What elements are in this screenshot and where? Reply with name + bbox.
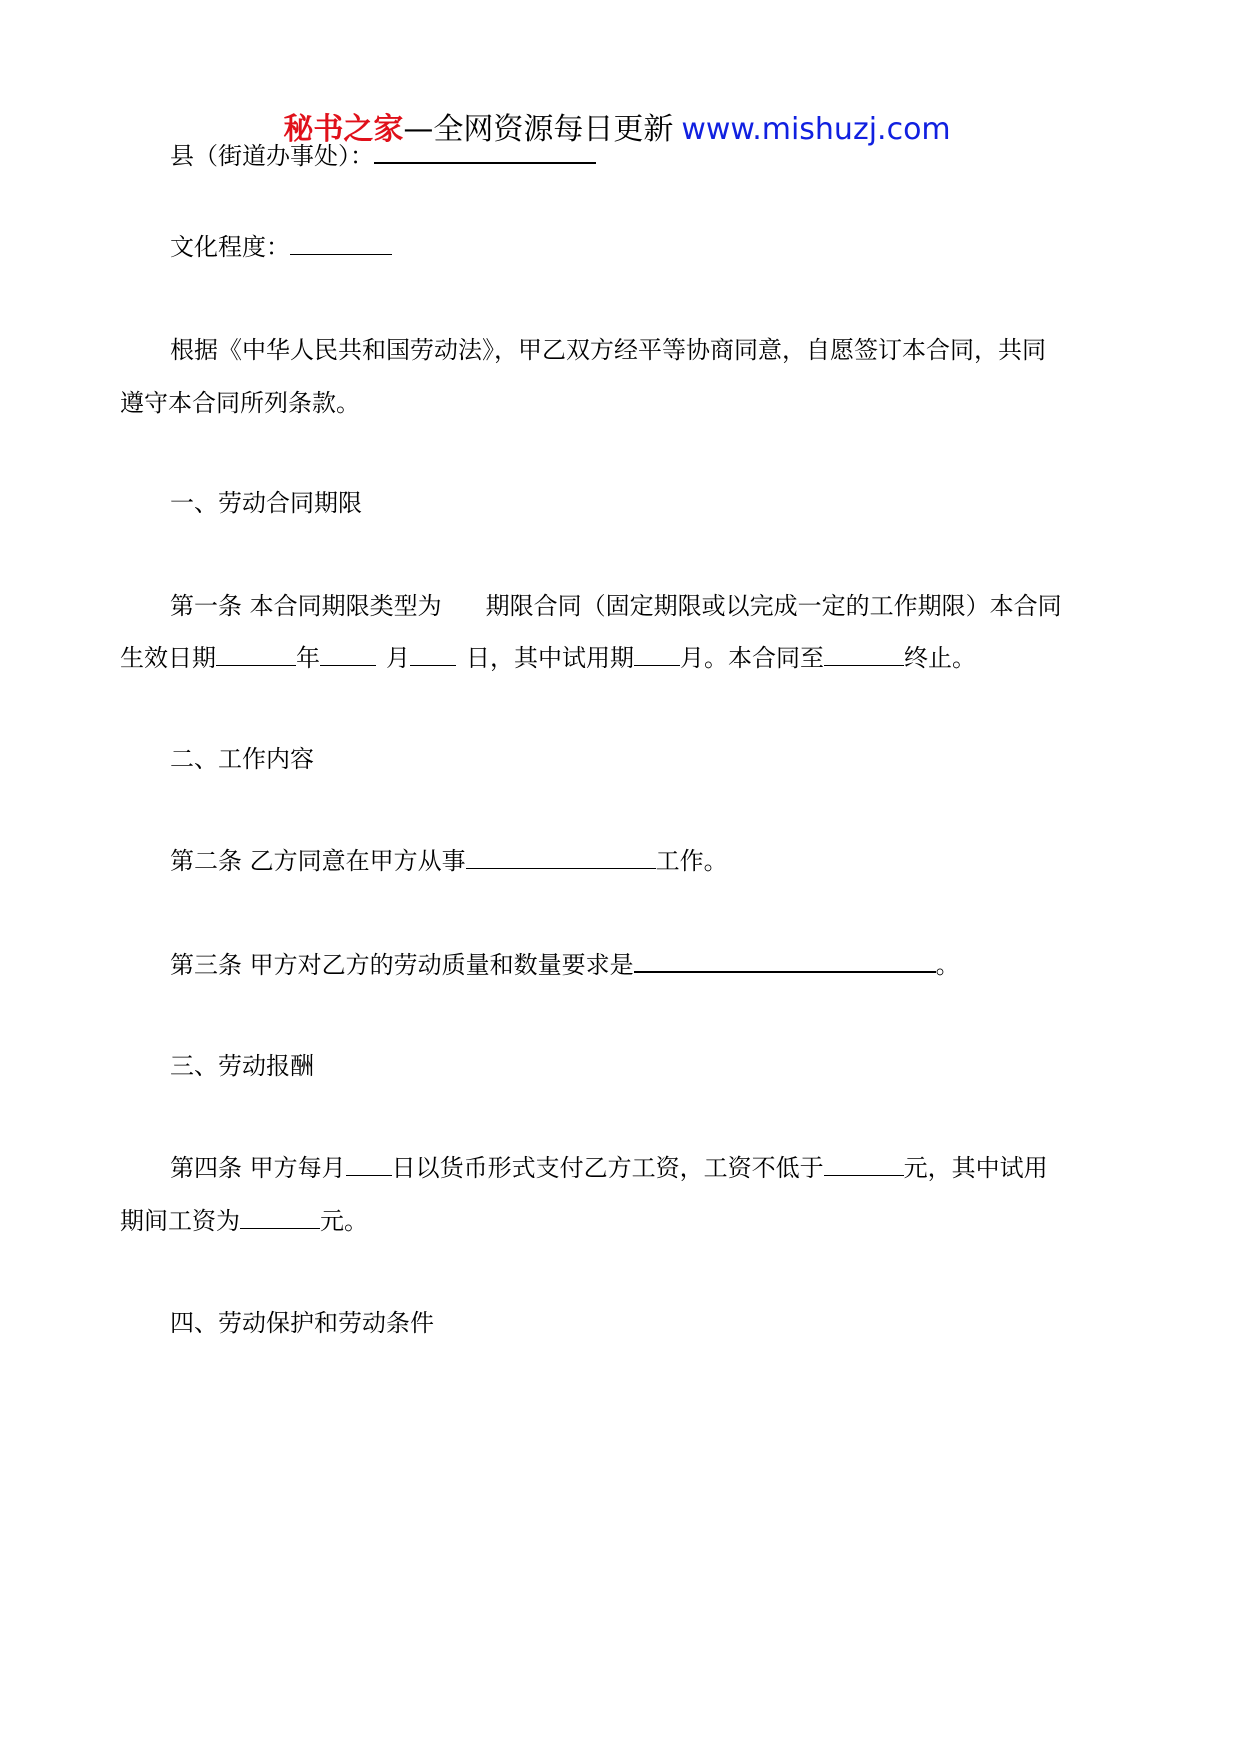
article-1-text-a: 第一条 本合同期限类型为 xyxy=(170,592,442,620)
section-2-title: 二、工作内容 xyxy=(170,745,314,773)
section-4-title: 四、劳动保护和劳动条件 xyxy=(170,1309,434,1337)
article-4-text-d: 期间工资为 xyxy=(120,1207,240,1235)
education-blank xyxy=(290,232,392,255)
article-2-line xyxy=(170,846,728,876)
article-1-line-1 xyxy=(170,591,1062,621)
article-2-text-a: 第二条 乙方同意在甲方从事 xyxy=(170,847,466,875)
intro-line-1: 根据《中华人民共和国劳动法》，甲乙双方经平等协商同意，自愿签订本合同，共同 xyxy=(170,336,1046,364)
article-4-text-a: 第四条 甲方每月 xyxy=(170,1154,346,1182)
article-4-line-1 xyxy=(170,1153,1048,1183)
quality-requirement-blank xyxy=(634,949,936,973)
article-3-line xyxy=(170,949,960,980)
job-blank xyxy=(466,846,656,869)
site-url[interactable]: www.mishuzj.com xyxy=(681,112,951,147)
end-label: 终止。 xyxy=(904,644,976,672)
article-4-text-b: 日以货币形式支付乙方工资，工资不低于 xyxy=(391,1154,824,1182)
education-label: 文化程度： xyxy=(170,233,290,261)
article-3-text-b: 。 xyxy=(935,951,960,979)
article-4-text-e: 元。 xyxy=(320,1207,368,1235)
section-3-title: 三、劳动报酬 xyxy=(170,1052,314,1080)
education-line xyxy=(170,232,392,262)
day-blank xyxy=(410,643,456,666)
county-line xyxy=(170,140,596,171)
year-label: 年 xyxy=(296,644,320,672)
article-2-text-b: 工作。 xyxy=(655,847,728,875)
county-blank xyxy=(374,140,596,164)
brand-name: 秘书之家 xyxy=(283,112,404,147)
until-label: 月。本合同至 xyxy=(680,644,824,672)
month-label: 月 xyxy=(386,644,410,672)
payday-blank xyxy=(346,1153,392,1176)
article-4-line-2 xyxy=(120,1206,368,1236)
article-1-text-b: 期限合同（固定期限或以完成一定的工作期限）本合同 xyxy=(485,592,1062,620)
month-blank xyxy=(320,643,376,666)
article-3-text-a: 第三条 甲方对乙方的劳动质量和数量要求是 xyxy=(170,951,634,979)
year-blank xyxy=(216,643,296,666)
end-date-blank xyxy=(824,643,904,666)
min-wage-blank xyxy=(824,1153,904,1176)
article-1-line-2 xyxy=(120,643,976,673)
probation-wage-blank xyxy=(240,1206,320,1229)
county-label: 县（街道办事处）： xyxy=(170,142,374,170)
section-1-title: 一、劳动合同期限 xyxy=(170,489,362,517)
day-label: 日，其中试用期 xyxy=(466,644,634,672)
effective-date-label: 生效日期 xyxy=(120,644,216,672)
intro-line-2: 遵守本合同所列条款。 xyxy=(120,389,360,417)
tagline: —全网资源每日更新 xyxy=(403,112,674,147)
probation-blank xyxy=(634,643,680,666)
article-4-text-c: 元，其中试用 xyxy=(903,1154,1048,1182)
